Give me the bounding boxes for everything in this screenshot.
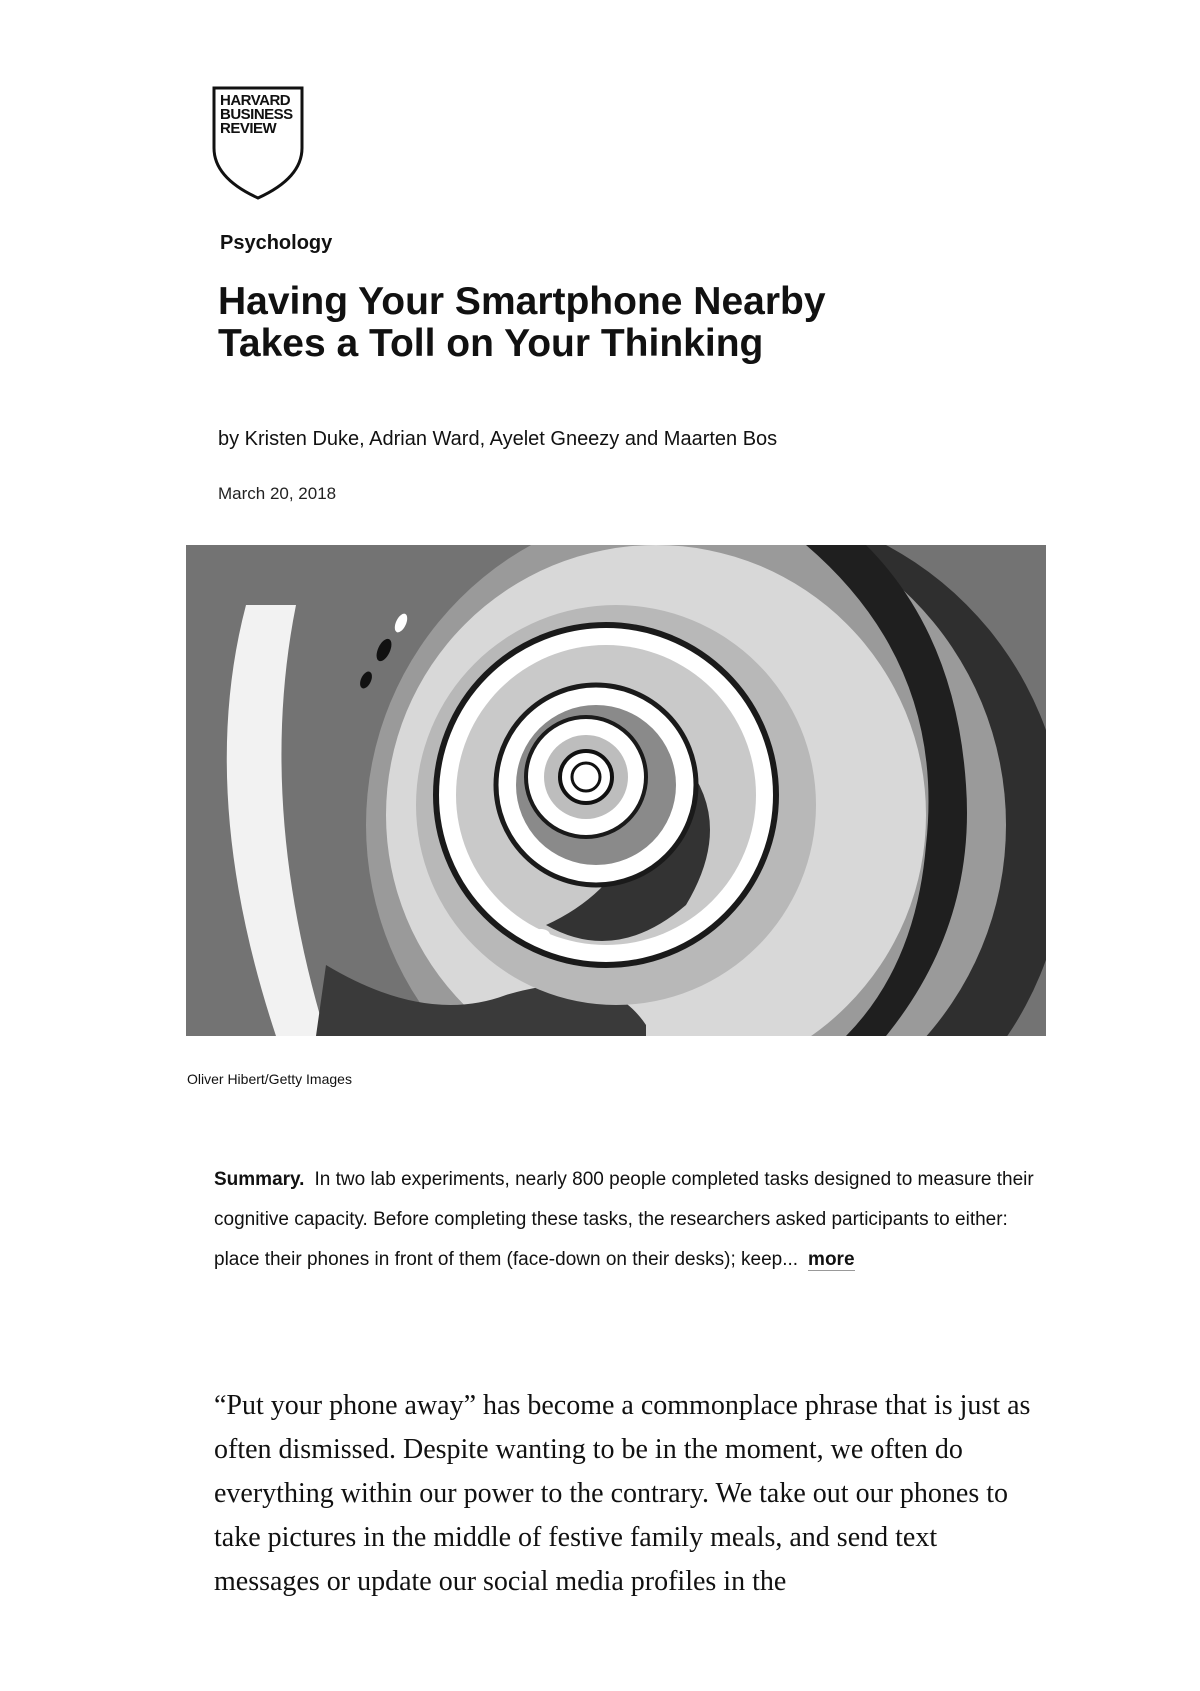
article-summary xyxy=(214,1160,1034,1280)
summary-text: In two lab experiments, nearly 800 people completed tasks designed to measure their cognitive capacity. Before completing these tasks, the researchers asked participants to either: place their phones in front of them (face-down on their desks); keep... xyxy=(214,1169,1034,1270)
logo-line-1: HARVARD xyxy=(220,92,291,109)
more-link[interactable]: more xyxy=(808,1249,855,1270)
hbr-logo[interactable] xyxy=(212,86,304,200)
body-paragraph: “Put your phone away” has become a commonplace phrase that is just as often dismissed. Despite wanting to be in the moment, we often do everything within our power to the contrary. We take out our phones to take pictures in the middle of festive family meals, and send text messages or update our social media profiles in the xyxy=(214,1390,1031,1597)
author-byline: by Kristen Duke, Adrian Ward, Ayelet Gneezy and Maarten Bos xyxy=(218,428,778,450)
image-credit: Oliver Hibert/Getty Images xyxy=(187,1071,352,1087)
logo-line-3: REVIEW xyxy=(220,120,277,137)
spiral-illustration xyxy=(186,545,1046,1036)
hero-image xyxy=(186,545,1046,1036)
summary-lead: Summary. xyxy=(214,1169,305,1190)
article-title: Having Your Smartphone Nearby Takes a Toll on Your Thinking xyxy=(218,280,826,365)
section-label[interactable]: Psychology xyxy=(220,232,333,254)
logo-wordmark xyxy=(220,94,296,136)
publish-date: March 20, 2018 xyxy=(218,484,337,503)
logo-line-2: BUSINESS xyxy=(220,106,293,123)
